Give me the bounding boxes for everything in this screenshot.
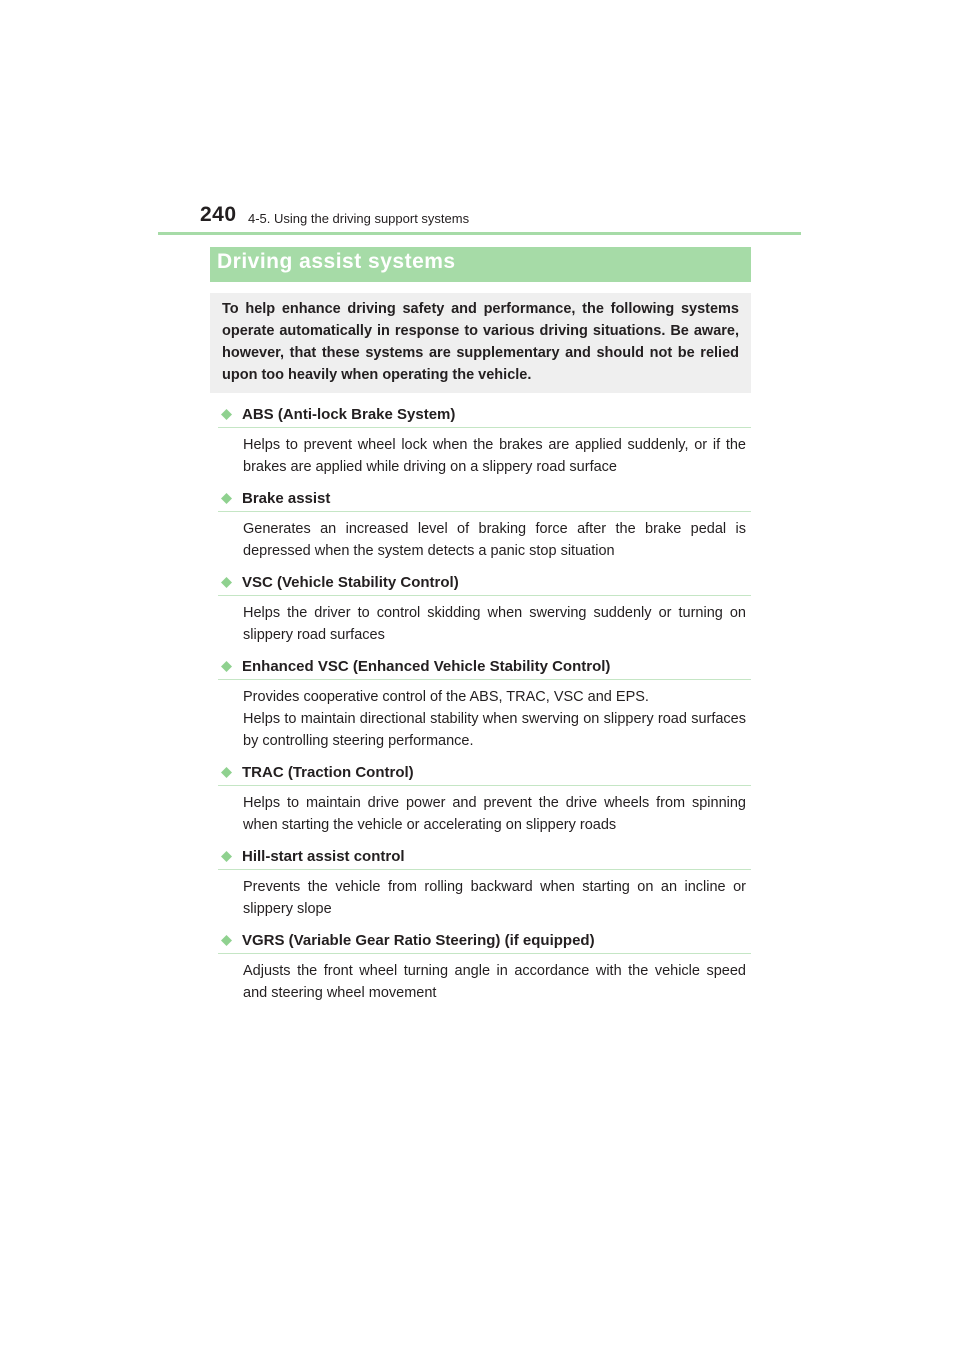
system-item: [220, 844, 751, 920]
system-item: [220, 760, 751, 836]
header-rule: [158, 232, 801, 235]
diamond-bullet-icon: [221, 661, 232, 672]
diamond-bullet-icon: [221, 935, 232, 946]
system-item-heading: [218, 760, 751, 786]
system-item-body: [243, 876, 746, 920]
page-number: 240: [200, 203, 237, 226]
system-item-body: [243, 602, 746, 646]
system-item-title: VGRS (Variable Gear Ratio Steering) (if equipped): [242, 932, 595, 949]
system-item-title: TRAC (Traction Control): [242, 764, 414, 781]
diamond-bullet-icon: [221, 409, 232, 420]
intro-box: [210, 293, 751, 393]
system-item-body: [243, 686, 746, 752]
diamond-bullet-icon: [221, 577, 232, 588]
diamond-bullet-icon: [221, 493, 232, 504]
system-item-heading: [218, 570, 751, 596]
system-item-description: Provides cooperative control of the ABS, TRAC, VSC and EPS.: [243, 689, 649, 705]
system-item-title: ABS (Anti-lock Brake System): [242, 406, 456, 423]
page-title: Driving assist systems: [217, 250, 456, 273]
system-item-title: Brake assist: [242, 490, 331, 507]
system-item-body: [243, 518, 746, 562]
system-item-title: VSC (Vehicle Stability Control): [242, 574, 459, 591]
diamond-bullet-icon: [221, 851, 232, 862]
system-item-description: Prevents the vehicle from rolling backward when starting on an incline or slippery slope: [243, 879, 746, 917]
system-item-description: Helps to maintain directional stability when swerving on slippery road surfaces by controlling steering performance.: [243, 711, 746, 749]
system-item-description: Helps to prevent wheel lock when the brakes are applied suddenly, or if the brakes are applied while driving on a slippery road surface: [243, 437, 746, 475]
system-item-body: [243, 434, 746, 478]
system-item-description: Helps to maintain drive power and prevent the drive wheels from spinning when starting the vehicle or accelerating on slippery roads: [243, 795, 746, 833]
system-item: [220, 928, 751, 1004]
system-item-body: [243, 792, 746, 836]
system-item-heading: [218, 928, 751, 954]
title-bar: [210, 247, 751, 282]
system-item-heading: [218, 654, 751, 680]
system-item-title: Enhanced VSC (Enhanced Vehicle Stability Control): [242, 658, 611, 675]
system-item-heading: [218, 486, 751, 512]
system-item-heading: [218, 844, 751, 870]
system-item: [220, 654, 751, 752]
system-item-heading: [218, 402, 751, 428]
system-item: [220, 570, 751, 646]
system-item-description: Generates an increased level of braking force after the brake pedal is depressed when the system detects a panic stop situation: [243, 521, 746, 559]
system-item: [220, 402, 751, 478]
system-list: [220, 402, 751, 1012]
system-item: [220, 486, 751, 562]
system-item-body: [243, 960, 746, 1004]
section-path: 4-5. Using the driving support systems: [248, 211, 470, 226]
diamond-bullet-icon: [221, 767, 232, 778]
system-item-description: Helps the driver to control skidding when swerving suddenly or turning on slippery road surfaces: [243, 605, 746, 643]
intro-text: To help enhance driving safety and performance, the following systems operate automatically in response to various driving situations. Be aware, however, that these systems are supplementary and should not be relied upon too heavily when operating the vehicle.: [222, 301, 739, 383]
system-item-title: Hill-start assist control: [242, 848, 405, 865]
system-item-description: Adjusts the front wheel turning angle in accordance with the vehicle speed and steering wheel movement: [243, 963, 746, 1001]
